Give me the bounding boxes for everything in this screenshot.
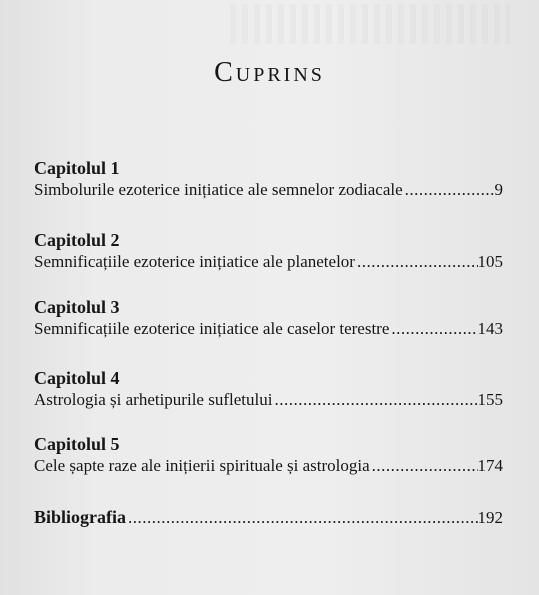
dot-leader: [405, 179, 495, 201]
chapter-title: Astrologia și arhetipurile sufletului: [34, 390, 273, 409]
page-number: 155: [477, 390, 503, 409]
page-number: 105: [477, 252, 503, 271]
dot-leader: [391, 318, 477, 340]
dot-leader: [128, 507, 477, 529]
dot-leader: [357, 251, 478, 273]
toc-entry-chapter-5: [34, 433, 503, 477]
chapter-title: Simbolurile ezoterice inițiatice ale semnelor zodiacale: [34, 180, 403, 199]
chapter-label: Capitolul 2: [34, 230, 120, 250]
show-through-text: [230, 4, 510, 44]
toc-line: [34, 506, 503, 528]
toc-line: [34, 251, 503, 273]
dot-leader: [372, 455, 478, 477]
toc-entry-chapter-1: [34, 157, 503, 201]
toc-entry-chapter-3: [34, 296, 503, 340]
toc-entry-bibliography: [34, 506, 503, 528]
chapter-title: Semnificațiile ezoterice inițiatice ale planetelor: [34, 252, 355, 271]
chapter-title: Cele șapte raze ale inițierii spirituale și astrologia: [34, 456, 370, 475]
dot-leader: [274, 389, 477, 411]
toc-line: [34, 455, 503, 477]
page-number: 192: [477, 508, 503, 527]
toc-entry-chapter-4: [34, 367, 503, 411]
chapter-label: Capitolul 4: [34, 368, 120, 388]
chapter-label: Capitolul 3: [34, 297, 120, 317]
toc-entry-chapter-2: [34, 229, 503, 273]
chapter-label: Capitolul 1: [34, 158, 120, 178]
chapter-label: Capitolul 5: [34, 434, 120, 454]
page-number: 143: [477, 319, 503, 338]
page-number: 174: [477, 456, 503, 475]
bibliography-title: Bibliografia: [34, 507, 127, 527]
page-number: 9: [494, 180, 503, 199]
toc-line: [34, 179, 503, 201]
toc-line: [34, 389, 503, 411]
page-title: Cuprins: [214, 56, 325, 88]
toc-line: [34, 318, 503, 340]
chapter-title: Semnificațiile ezoterice inițiatice ale caselor terestre: [34, 319, 390, 338]
